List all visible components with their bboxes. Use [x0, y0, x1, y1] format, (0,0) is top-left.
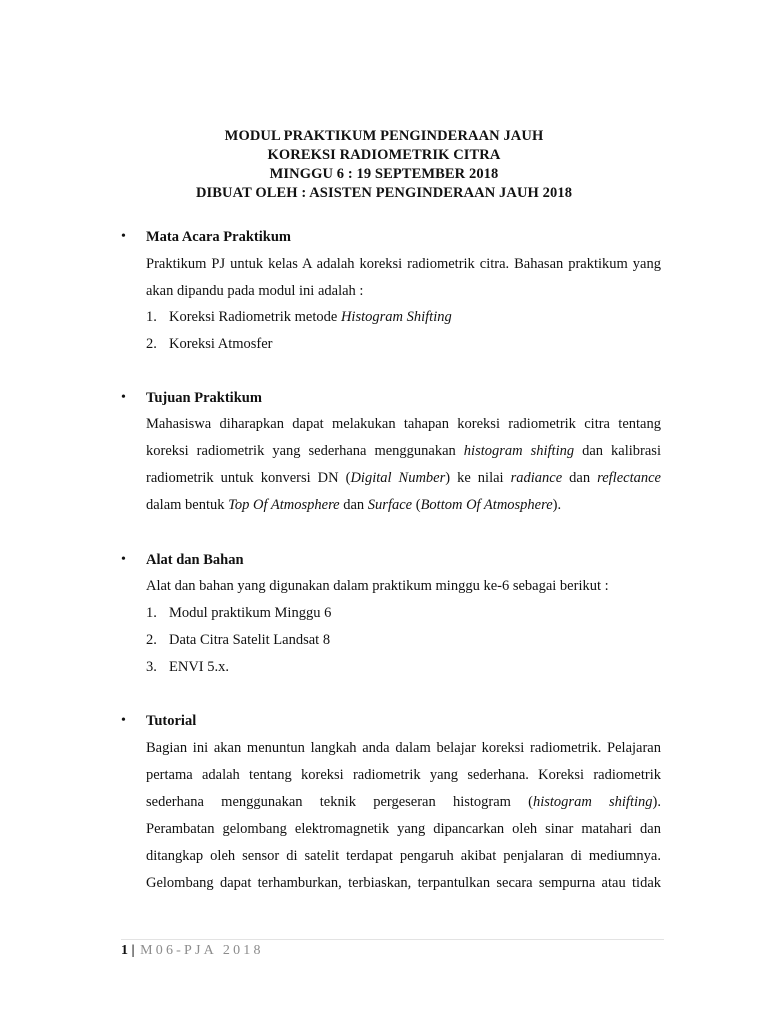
page-number: 1 — [121, 943, 128, 958]
paragraph-line: Alat dan bahan yang digunakan dalam praktikum minggu ke-6 sebagai berikut : — [146, 578, 609, 594]
list-item — [146, 331, 661, 358]
section-paragraph — [146, 251, 661, 305]
section-list — [146, 304, 661, 358]
section-heading: Alat dan Bahan — [146, 552, 244, 568]
paragraph-line: koreksi radiometrik yang sederhana menggunakan histogram shifting dan kalibrasi — [146, 443, 661, 459]
section-heading: Mata Acara Praktikum — [146, 229, 291, 245]
list-text: Data Citra Satelit Landsat 8 — [169, 632, 331, 648]
paragraph-line: sederhana menggunakan teknik pergeseran histogram (histogram shifting). — [146, 794, 661, 810]
bullet-icon: • — [121, 713, 126, 728]
paragraph-line: Bagian ini akan menuntun langkah anda dalam belajar koreksi radiometrik. Pelajaran — [146, 740, 661, 756]
paragraph-line: Mahasiswa diharapkan dapat melakukan tahapan koreksi radiometrik citra tentang — [146, 416, 661, 432]
list-text: Koreksi Radiometrik metode Histogram Shifting — [169, 309, 452, 325]
header-title: MODUL PRAKTIKUM PENGINDERAAN JAUH — [224, 128, 544, 144]
document-header — [0, 127, 768, 203]
list-text-italic: Histogram Shifting — [340, 309, 452, 325]
section-list — [146, 600, 661, 681]
paragraph-line: radiometrik untuk konversi DN (Digital Number) ke nilai radiance dan reflectance — [146, 470, 661, 486]
bullet-icon: • — [121, 229, 126, 244]
paragraph-line: dalam bentuk Top Of Atmosphere dan Surface (Bottom Of Atmosphere). — [146, 497, 562, 513]
section-heading: Tujuan Praktikum — [146, 390, 262, 406]
paragraph-line: ditangkap oleh sensor di satelit terdapat pengaruh akibat penjalaran di mediumnya. — [146, 848, 661, 864]
header-author: DIBUAT OLEH : ASISTEN PENGINDERAAN JAUH 2018 — [195, 185, 573, 201]
list-number: 2. — [146, 336, 157, 352]
list-number: 1. — [146, 605, 157, 621]
paragraph-line: pertama adalah tentang koreksi radiometrik yang sederhana. Koreksi radiometrik — [146, 767, 661, 783]
list-text: Koreksi Atmosfer — [169, 336, 273, 352]
paragraph-line: akan dipandu pada modul ini adalah : — [146, 283, 364, 299]
paragraph-line: Praktikum PJ untuk kelas A adalah koreksi radiometrik citra. Bahasan praktikum yang — [146, 256, 661, 272]
list-item — [146, 627, 661, 654]
list-item — [146, 600, 661, 627]
header-date: MINGGU 6 : 19 SEPTEMBER 2018 — [269, 166, 499, 182]
section-paragraph — [146, 735, 661, 897]
list-number: 1. — [146, 309, 157, 325]
list-text: ENVI 5.x. — [169, 659, 230, 675]
section-paragraph — [146, 573, 661, 600]
bullet-icon: • — [121, 552, 126, 567]
list-item — [146, 654, 661, 681]
header-subtitle: KOREKSI RADIOMETRIK CITRA — [267, 147, 501, 163]
section-heading: Tutorial — [146, 713, 197, 729]
paragraph-line: Perambatan gelombang elektromagnetik yang dipancarkan oleh sinar matahari dan — [146, 821, 661, 837]
section-paragraph — [146, 411, 661, 519]
list-number: 3. — [146, 659, 157, 675]
list-number: 2. — [146, 632, 157, 648]
footer-separator: | — [131, 943, 135, 958]
footer-divider — [121, 939, 664, 940]
bullet-icon: • — [121, 390, 126, 405]
page-footer — [121, 942, 264, 960]
paragraph-line: Gelombang dapat terhamburkan, terbiaskan, terpantulkan secara sempurna atau tidak — [146, 875, 661, 891]
list-item — [146, 304, 661, 331]
list-text: Modul praktikum Minggu 6 — [169, 605, 332, 621]
footer-document-code: M06-PJA 2018 — [140, 943, 264, 958]
